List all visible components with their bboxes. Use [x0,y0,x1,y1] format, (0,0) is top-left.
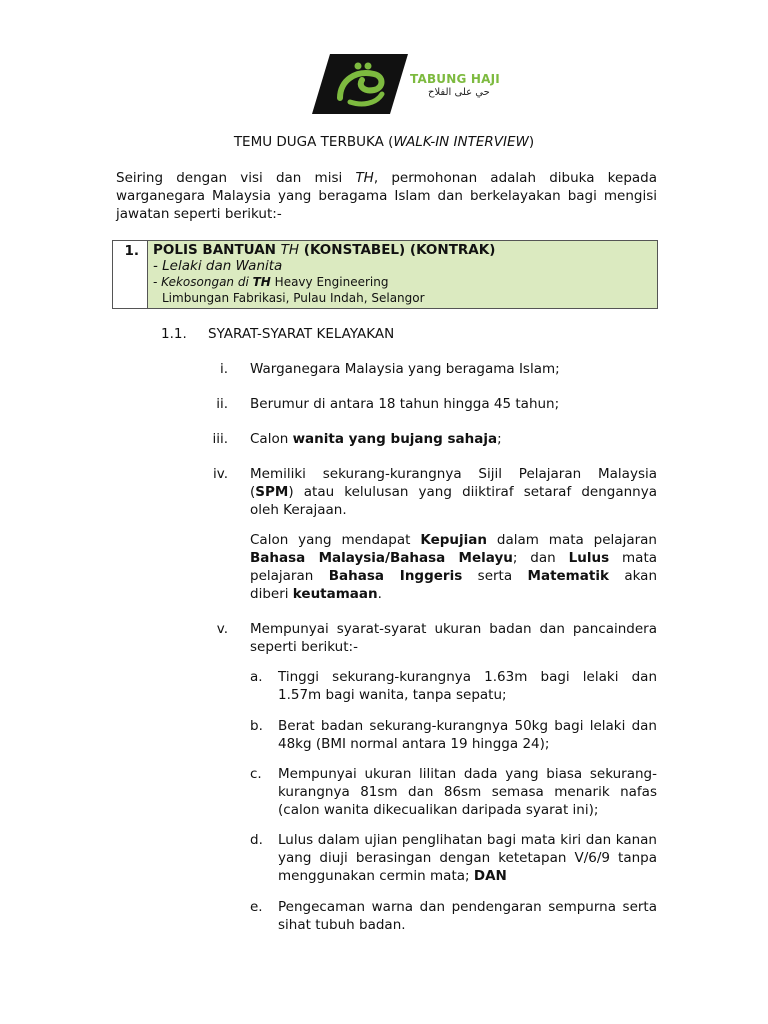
sub-item-e-line-1: Pengecaman warna dan pendengaran sempurna serta [278,899,657,915]
requirement-v-line-1: Mempunyai syarat-syarat ukuran badan dan pancaindera [250,621,657,637]
sub-item-text [278,668,657,704]
note-line-3-b: serta [462,568,528,584]
position-title-b: (KONSTABEL) (KONTRAK) [299,242,496,258]
title-suffix: ) [528,134,535,150]
requirement-i [190,360,657,378]
requirement-iii [190,430,657,448]
tabung-haji-emblem-icon [310,52,410,116]
requirement-text [250,465,657,519]
title-prefix: TEMU DUGA TERBUKA ( [233,134,394,150]
tabung-haji-logo [310,52,510,118]
requirement-v [190,620,657,656]
sub-item-d-line-1: Lulus dalam ujian penglihatan bagi mata kiri dan kanan [278,832,657,848]
sub-item-e-line-2: sihat tubuh badan. [278,917,406,933]
sub-item-text [278,898,657,934]
note-line-1 [250,531,657,549]
requirement-ii [190,395,657,413]
sub-item-e [250,898,657,934]
sub-item-a-line-2: 1.57m bagi wanita, tanpa sepatu; [278,687,507,703]
note-line-4-a: diberi [250,586,293,602]
requirement-iv-line-2-a: ( [250,484,256,500]
section-heading [161,326,394,342]
requirement-iv-note [250,531,657,603]
note-kepujian: Kepujian [420,532,487,548]
position-title-italic: TH [280,242,300,258]
requirement-text-a: Calon [250,431,293,447]
note-keutamaan: keutamaan [292,586,378,602]
position-box [112,240,658,309]
requirement-iv-line-2 [250,483,657,501]
sub-item-text [278,765,657,819]
page-title [0,134,768,150]
note-lulus: Lulus [568,550,610,566]
requirement-number: i. [219,361,228,377]
note-line-2 [250,549,657,567]
sub-item-letter: e. [250,899,263,915]
note-line-4-b: . [377,586,382,602]
section-title: SYARAT-SYARAT KELAYAKAN [208,326,395,342]
intro-line-1-italic: TH [355,170,374,186]
intro-line-1-text-a: Seiring dengan visi dan misi [116,170,356,186]
intro-line-2: warganegara Malaysia yang beragama Islam dan berkelayakan bagi mengisi [116,188,657,204]
position-number: 1. [113,241,148,308]
sub-item-b-line-2: 48kg (BMI normal antara 19 hingga 24); [278,736,550,752]
requirement-text: Warganegara Malaysia yang beragama Islam; [250,361,560,377]
sub-item-d-line-3 [278,867,657,885]
position-location: Limbungan Fabrikasi, Pulau Indah, Selangor [162,291,425,305]
requirement-iv-line-1: Memiliki sekurang-kurangnya Sijil Pelajaran Malaysia [250,466,657,482]
requirement-v-line-2: seperti berikut:- [250,639,358,655]
sub-item-c-line-1: Mempunyai ukuran lilitan dada yang biasa sekurang- [278,766,657,782]
position-vacancy-italic: - Kekosongan di [153,275,253,289]
note-matematik: Matematik [527,568,609,584]
title-italic: WALK-IN INTERVIEW [393,134,529,150]
sub-item-d-dan: DAN [473,868,507,884]
note-line-2-b: mata [609,550,658,566]
section-number: 1.1. [161,326,187,342]
requirement-iv-line-3: oleh Kerajaan. [250,502,347,518]
sub-item-b-line-1: Berat badan sekurang-kurangnya 50kg bagi lelaki dan [278,718,657,734]
note-line-3-a: pelajaran [250,568,329,584]
logo-tagline: حي على الفلاح [428,87,490,98]
note-line-1-a: Calon yang mendapat [250,532,421,548]
requirement-text [250,620,657,656]
requirement-iv-line-2-b: ) atau kelulusan yang diiktiraf setaraf dengannya [288,484,657,500]
logo-brand-text: TABUNG HAJI [410,72,500,86]
requirement-iv-spm: SPM [255,484,289,500]
intro-paragraph [116,169,657,223]
sub-item-d-line-3-a: menggunakan cermin mata; [278,868,474,884]
position-gender: - Lelaki dan Wanita [153,258,283,274]
sub-item-text [278,717,657,753]
requirement-text: Berumur di antara 18 tahun hingga 45 tahun; [250,396,560,412]
intro-line-3: jawatan seperti berikut:- [116,206,282,222]
requirement-number: iv. [213,466,228,482]
position-vacancy-company: Heavy Engineering [270,275,389,289]
requirement-number: v. [216,621,228,637]
note-line-1-b: dalam mata pelajaran [486,532,657,548]
sub-item-a [250,668,657,704]
position-details [148,241,657,308]
note-line-2-a: ; dan [512,550,569,566]
requirement-text [250,430,657,448]
note-line-3-c: akan [608,568,658,584]
intro-line-1 [116,169,657,187]
sub-item-b [250,717,657,753]
requirement-text-bold: wanita yang bujang sahaja [292,431,498,447]
sub-item-letter: d. [250,832,263,848]
requirement-text-b: ; [497,431,502,447]
position-title-a: POLIS BANTUAN [153,242,281,258]
note-bahasa-inggeris: Bahasa Inggeris [328,568,463,584]
intro-line-1-text-b: , permohonan adalah dibuka kepada [373,170,658,186]
position-vacancy [153,274,652,290]
sub-item-a-line-1: Tinggi sekurang-kurangnya 1.63m bagi lelaki dan [278,669,657,685]
sub-item-letter: a. [250,669,263,685]
requirement-number: iii. [212,431,228,447]
position-vacancy-th: TH [252,275,271,289]
sub-item-text [278,831,657,885]
position-title [153,242,652,258]
requirement-iv [190,465,657,519]
sub-item-c-line-2: kurangnya 81sm dan 86sm semasa menarik nafas [278,784,657,800]
sub-item-c [250,765,657,819]
sub-item-d [250,831,657,885]
requirement-number: ii. [216,396,228,412]
sub-item-d-line-2: yang diuji berasingan dengan ketetapan V/6/9 tanpa [278,850,657,866]
sub-item-c-line-3: (calon wanita dikecualikan daripada syarat ini); [278,802,599,818]
sub-item-letter: b. [250,718,263,734]
note-line-3 [250,567,657,585]
note-line-4 [250,585,657,603]
sub-item-letter: c. [250,766,262,782]
note-bahasa-malaysia: Bahasa Malaysia/Bahasa Melayu [250,550,513,566]
